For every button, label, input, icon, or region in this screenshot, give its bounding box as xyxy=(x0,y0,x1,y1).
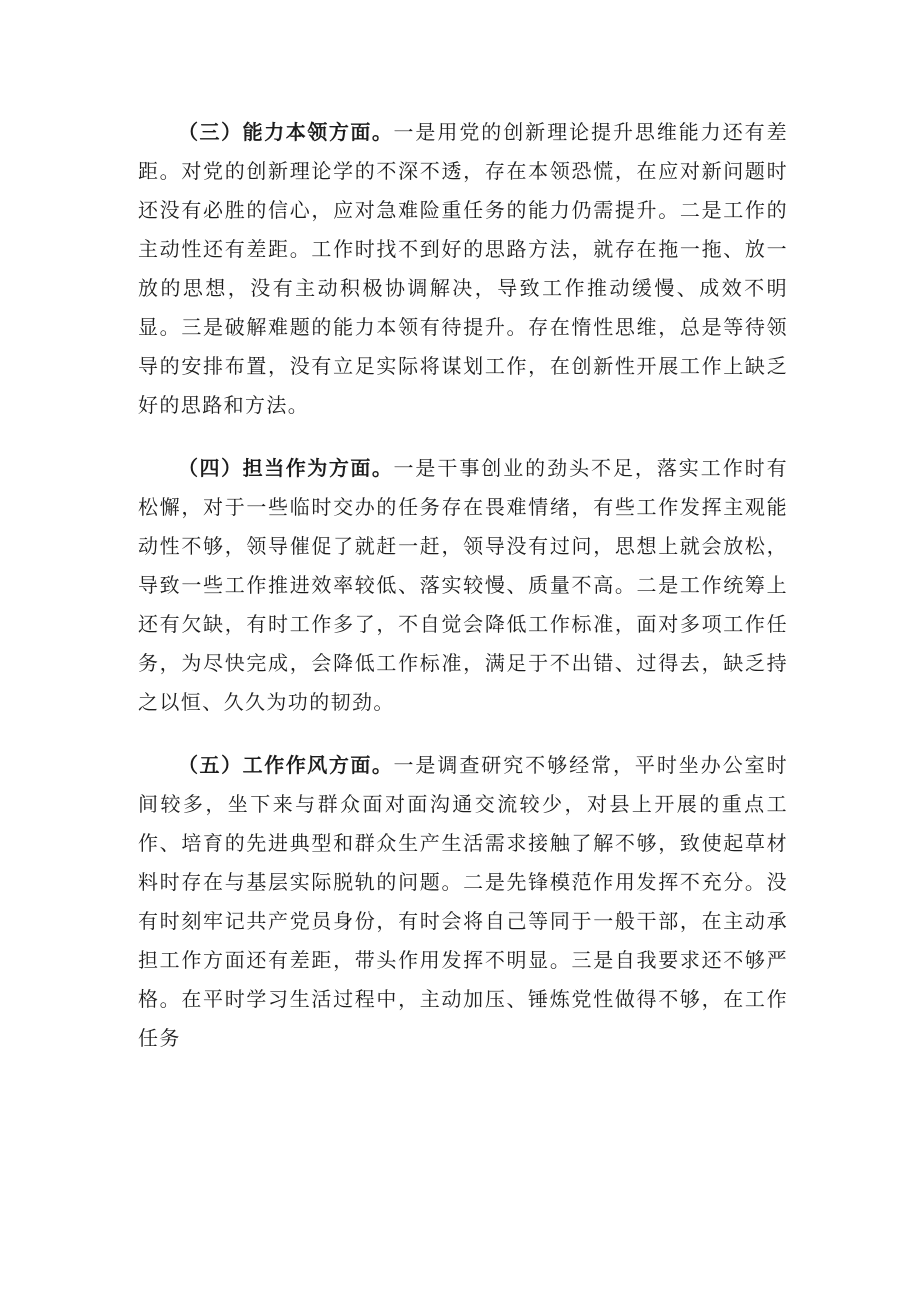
section-responsibility xyxy=(138,449,788,722)
section-text: 一是用党的创新理论提升思维能力还有差距。对党的创新理论学的不深不透，存在本领恐慌，在应对新问题时还没有必胜的信心，应对急难险重任务的能力仍需提升。二是工作的主动性还有差距。工作时找不到好的思路方法，就存在拖一拖、放一放的思想，没有主动积极协调解决，导致工作推动缓慢、成效不明显。三是破解难题的能力本领有待提升。存在惰性思维，总是等待领导的安排布置，没有立足实际将谋划工作，在创新性开展工作上缺乏好的思路和方法。 xyxy=(138,120,789,417)
section-work-style xyxy=(138,746,788,1058)
section-text: 一是干事创业的劲头不足，落实工作时有松懈，对于一些临时交办的任务存在畏难情绪，有些工作发挥主观能动性不够，领导催促了就赶一赶，领导没有过问，思想上就会放松，导致一些工作推进效率较低、落实较慢、质量不高。二是工作统筹上还有欠缺，有时工作多了，不自觉会降低工作标准，面对多项工作任务，为尽快完成，会降低工作标准，满足于不出错、过得去，缺乏持之以恒、久久为功的韧劲。 xyxy=(138,456,789,714)
document-body xyxy=(138,113,788,1082)
section-heading: （四）担当作为方面。 xyxy=(178,456,394,480)
section-ability xyxy=(138,113,788,425)
section-text: 一是调查研究不够经常，平时坐办公室时间较多，坐下来与群众面对面沟通交流较少，对县上开展的重点工作、培育的先进典型和群众生产生活需求接触了解不够，致使起草材料时存在与基层实际脱轨的问题。二是先锋模范作用发挥不充分。没有时刻牢记共产党员身份，有时会将自己等同于一般干部，在主动承担工作方面还有差距，带头作用发挥不明显。三是自我要求还不够严格。在平时学习生活过程中，主动加压、锤炼党性做得不够，在工作任务 xyxy=(138,753,789,1050)
section-heading: （三）能力本领方面。 xyxy=(178,120,394,144)
section-heading: （五）工作作风方面。 xyxy=(178,753,394,777)
